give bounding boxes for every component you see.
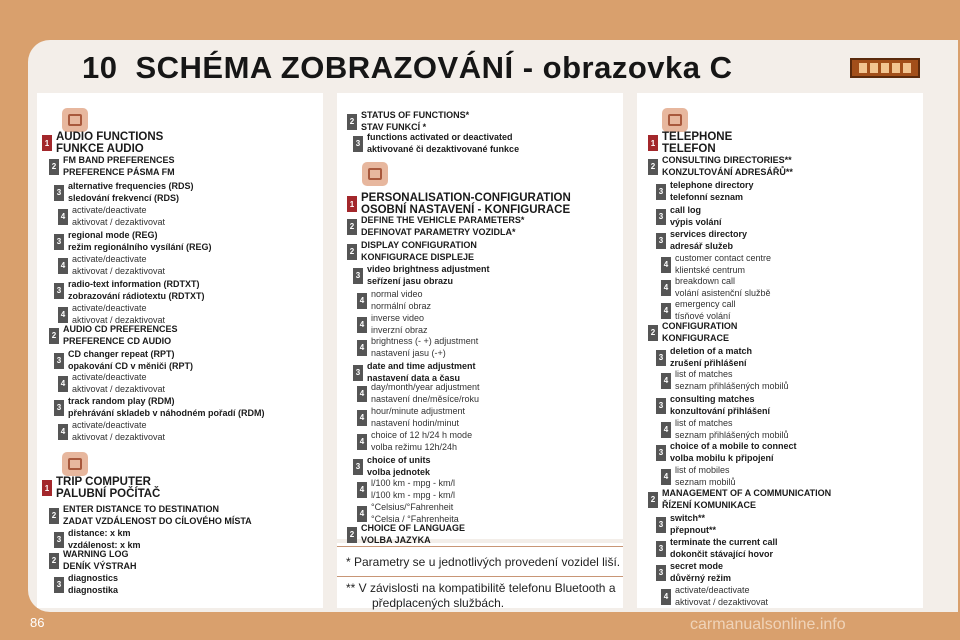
menu-item-line: hour/minute adjustment	[371, 406, 466, 416]
menu-item-line: video brightness adjustment	[367, 264, 490, 274]
menu-item-line: konzultování přihlášení	[670, 405, 771, 416]
level-badge: 4	[357, 317, 367, 333]
menu-item-line: zobrazování rádiotextu (RDTXT)	[68, 290, 205, 301]
menu-item-line: PERSONALISATION-CONFIGURATION	[361, 192, 571, 204]
menu-item-line: AUDIO FUNCTIONS	[56, 131, 164, 143]
level-badge: 3	[353, 459, 363, 475]
menu-item-line: ENTER DISTANCE TO DESTINATION	[63, 504, 220, 514]
menu-item-line: KONFIGURACE	[662, 332, 729, 343]
menu-item-label	[72, 303, 165, 326]
menu-item-line: consulting matches	[670, 394, 755, 404]
menu-item-label	[367, 264, 490, 287]
menu-item-line: CHOICE OF LANGUAGE	[361, 523, 466, 533]
level-badge: 2	[648, 325, 658, 341]
level-badge: 2	[49, 508, 59, 524]
menu-item-label	[63, 155, 175, 178]
menu-item-label	[63, 504, 252, 527]
level-badge: 4	[357, 293, 367, 309]
menu-item-line: tísňové volání	[675, 310, 731, 321]
menu-item-label	[361, 192, 571, 216]
level-badge: 2	[347, 114, 357, 130]
level-badge: 4	[357, 410, 367, 426]
menu-item-line: STAV FUNKCÍ *	[361, 121, 427, 132]
menu-item-line: alternative frequencies (RDS)	[68, 181, 194, 191]
menu-item-label	[68, 181, 194, 204]
footnote-divider	[337, 576, 623, 577]
menu-item-line: PREFERENCE PÁSMA FM	[63, 166, 175, 177]
menu-item-line: opakování CD v měniči (RPT)	[68, 360, 194, 371]
menu-item-label	[63, 324, 178, 347]
menu-item-line: aktivované či dezaktivované funkce	[367, 143, 520, 154]
personalisation-icon	[362, 162, 388, 186]
left-menu-item-level-3	[54, 181, 194, 204]
left-menu-item-level-3	[54, 349, 193, 372]
menu-item-label	[72, 372, 165, 395]
menu-item-line: nastavení dne/měsíce/roku	[371, 393, 480, 404]
level-badge: 3	[54, 400, 64, 416]
menu-item-line: TELEPHONE	[662, 131, 733, 143]
level-badge: 2	[648, 492, 658, 508]
menu-item-line: aktivovat / dezaktivovat	[72, 216, 166, 227]
level-badge: 4	[661, 373, 671, 389]
menu-item-label	[670, 513, 716, 536]
chapter-title: SCHÉMA ZOBRAZOVÁNÍ - obrazovka C	[135, 50, 733, 85]
left-menu-item-level-3	[54, 396, 265, 419]
menu-item-line: secret mode	[670, 561, 724, 571]
menu-item-label	[670, 180, 754, 203]
menu-item-line: dokončit stávající hovor	[670, 548, 774, 559]
menu-item-line: DEFINOVAT PARAMETRY VOZIDLA*	[361, 226, 516, 237]
middle-menu-item-level-3	[353, 361, 476, 384]
left-menu-item-level-4	[58, 372, 165, 395]
menu-item-label	[361, 523, 465, 546]
menu-item-line: klientské centrum	[675, 264, 746, 275]
level-badge: 3	[656, 517, 666, 533]
menu-item-line: aktivovat / dezaktivovat	[72, 265, 166, 276]
menu-item-line: OSOBNÍ NASTAVENÍ - KONFIGURACE	[361, 204, 571, 216]
menu-item-line: CD changer repeat (RPT)	[68, 349, 175, 359]
level-badge: 2	[49, 159, 59, 175]
menu-item-line: PREFERENCE CD AUDIO	[63, 335, 172, 346]
menu-item-line: date and time adjustment	[367, 361, 476, 371]
menu-item-line: l/100 km - mpg - km/l	[371, 489, 456, 500]
menu-item-line: nastavení data a času	[367, 372, 461, 383]
menu-item-line: nastavení jasu (-+)	[371, 347, 446, 358]
level-badge: 3	[656, 445, 666, 461]
menu-item-line: choice of units	[367, 455, 431, 465]
menu-item-line: switch**	[670, 513, 706, 523]
page-title	[82, 50, 733, 86]
menu-item-line: l/100 km - mpg - km/l	[371, 478, 456, 488]
menu-item-label	[675, 369, 789, 392]
middle-menu-item-level-2	[347, 110, 469, 133]
middle-menu-item-level-4	[357, 478, 455, 501]
menu-item-line: diagnostika	[68, 584, 119, 595]
level-badge: 3	[656, 565, 666, 581]
menu-item-line: MANAGEMENT OF A COMMUNICATION	[662, 488, 832, 498]
right-menu-item-level-1	[648, 131, 732, 155]
menu-item-line: DEFINE THE VEHICLE PARAMETERS*	[361, 215, 525, 225]
menu-item-label	[361, 240, 477, 263]
menu-item-label	[371, 502, 459, 525]
menu-item-label	[670, 229, 747, 252]
level-badge: 4	[58, 376, 68, 392]
menu-item-line: track random play (RDM)	[68, 396, 175, 406]
right-menu-item-level-3	[656, 180, 754, 203]
menu-item-line: °Celsius/°Fahrenheit	[371, 502, 454, 512]
menu-item-line: seznam mobilů	[675, 476, 736, 487]
menu-item-line: VOLBA JAZYKA	[361, 534, 431, 545]
right-menu-item-level-2	[648, 321, 737, 344]
footnote-divider	[337, 546, 623, 547]
middle-menu-item-level-4	[357, 289, 431, 312]
menu-item-line: list of mobiles	[675, 465, 730, 475]
menu-item-line: activate/deactivate	[675, 585, 750, 595]
menu-item-label	[675, 465, 736, 488]
menu-item-label	[675, 276, 771, 299]
menu-item-label	[670, 346, 752, 369]
menu-item-label	[72, 420, 165, 443]
menu-item-line: zrušení přihlášení	[670, 357, 747, 368]
menu-item-label	[72, 254, 165, 277]
menu-item-line: inverse video	[371, 313, 425, 323]
middle-menu-item-level-4	[357, 336, 478, 359]
level-badge: 4	[661, 469, 671, 485]
menu-item-line: day/month/year adjustment	[371, 382, 480, 392]
menu-item-line: functions activated or deactivated	[367, 132, 513, 142]
menu-item-line: activate/deactivate	[72, 205, 147, 215]
level-badge: 3	[54, 185, 64, 201]
right-menu-item-level-4	[661, 299, 736, 322]
right-menu-item-level-2	[648, 488, 831, 511]
level-badge: 4	[357, 340, 367, 356]
level-badge: 3	[54, 283, 64, 299]
menu-item-line: distance: x km	[68, 528, 131, 538]
menu-item-label	[68, 230, 212, 253]
menu-item-line: aktivovat / dezaktivovat	[72, 314, 166, 325]
menu-item-line: ZADAT VZDÁLENOST DO CÍLOVÉHO MÍSTA	[63, 515, 252, 526]
level-badge: 3	[54, 234, 64, 250]
level-badge: 2	[49, 328, 59, 344]
menu-item-label	[662, 321, 737, 344]
middle-menu-item-level-4	[357, 313, 428, 336]
menu-item-line: volba režimu 12h/24h	[371, 441, 458, 452]
menu-item-line: volba jednotek	[367, 466, 431, 477]
right-menu-item-level-3	[656, 394, 770, 417]
menu-item-line: terminate the current call	[670, 537, 778, 547]
chapter-number: 10	[82, 50, 118, 85]
menu-item-line: activate/deactivate	[72, 303, 147, 313]
middle-menu-item-level-2	[347, 523, 465, 546]
menu-item-line: režim regionálního vysílání (REG)	[68, 241, 212, 252]
menu-item-line: activate/deactivate	[72, 420, 147, 430]
menu-item-label	[72, 205, 165, 228]
menu-item-label	[662, 488, 831, 511]
level-badge: 2	[648, 159, 658, 175]
menu-item-line: breakdown call	[675, 276, 736, 286]
left-menu-item-level-4	[58, 420, 165, 443]
level-badge: 4	[357, 386, 367, 402]
level-badge: 4	[357, 482, 367, 498]
level-badge: 3	[353, 268, 363, 284]
menu-item-line: normální obraz	[371, 300, 432, 311]
left-menu-item-level-2	[49, 504, 252, 527]
middle-menu-item-level-1	[347, 192, 571, 216]
level-badge: 3	[656, 209, 666, 225]
menu-item-label	[68, 279, 205, 302]
menu-item-line: telephone directory	[670, 180, 754, 190]
menu-item-line: diagnostics	[68, 573, 119, 583]
menu-item-line: volání asistenční službě	[675, 287, 771, 298]
menu-item-line: ŘÍZENÍ KOMUNIKACE	[662, 499, 756, 510]
middle-menu-item-level-4	[357, 382, 480, 405]
telephone-icon	[662, 108, 688, 132]
level-badge: 4	[661, 589, 671, 605]
menu-item-line: services directory	[670, 229, 748, 239]
menu-item-line: telefonní seznam	[670, 191, 744, 202]
level-badge: 1	[42, 135, 52, 151]
menu-item-line: normal video	[371, 289, 423, 299]
middle-menu-item-level-4	[357, 406, 465, 429]
menu-item-line: WARNING LOG	[63, 549, 129, 559]
menu-item-label	[371, 336, 478, 359]
menu-item-line: choice of a mobile to connect	[670, 441, 797, 451]
middle-menu-item-level-4	[357, 502, 459, 525]
menu-item-line: activate/deactivate	[72, 372, 147, 382]
level-badge: 3	[656, 233, 666, 249]
menu-item-line: KONFIGURACE DISPLEJE	[361, 251, 475, 262]
level-badge: 3	[656, 541, 666, 557]
menu-item-label	[670, 394, 770, 417]
menu-item-line: activate/deactivate	[72, 254, 147, 264]
menu-item-line: °Celsia / °Fahrenheita	[371, 513, 459, 524]
menu-item-label	[371, 430, 472, 453]
menu-item-line: seznam přihlášených mobilů	[675, 429, 789, 440]
chapter-tab-icon	[850, 58, 920, 78]
left-menu-item-level-4	[58, 254, 165, 277]
right-menu-item-level-3	[656, 513, 716, 536]
menu-item-line: deletion of a match	[670, 346, 753, 356]
menu-item-line: call log	[670, 205, 702, 215]
audio-icon	[62, 108, 88, 132]
menu-item-line: aktivovat / dezaktivovat	[72, 383, 166, 394]
menu-item-line: inverzní obraz	[371, 324, 428, 335]
menu-item-line: výpis volání	[670, 216, 722, 227]
right-menu-item-level-3	[656, 229, 747, 252]
menu-item-line: list of matches	[675, 369, 733, 379]
level-badge: 4	[58, 258, 68, 274]
menu-item-line: FUNKCE AUDIO	[56, 143, 144, 155]
menu-item-label	[675, 418, 789, 441]
menu-item-label	[371, 478, 455, 501]
level-badge: 4	[58, 424, 68, 440]
level-badge: 3	[353, 136, 363, 152]
level-badge: 4	[58, 307, 68, 323]
menu-item-label	[367, 132, 519, 155]
footnote-double-star: ** V závislosti na kompatibilitě telefonu Bluetooth a	[346, 581, 616, 595]
middle-menu-item-level-3	[353, 132, 519, 155]
left-menu-item-level-4	[58, 303, 165, 326]
right-menu-item-level-3	[656, 561, 731, 584]
watermark: carmanualsonline.info	[690, 616, 846, 633]
level-badge: 3	[656, 184, 666, 200]
level-badge: 4	[357, 506, 367, 522]
menu-item-line: FM BAND PREFERENCES	[63, 155, 175, 165]
menu-item-line: aktivovat / dezaktivovat	[72, 431, 166, 442]
menu-item-line: nastavení hodin/minut	[371, 417, 460, 428]
menu-item-label	[361, 215, 524, 238]
level-badge: 3	[656, 350, 666, 366]
menu-item-label	[68, 349, 193, 372]
left-menu-item-level-2	[49, 155, 175, 178]
level-badge: 2	[347, 527, 357, 543]
menu-item-line: AUDIO CD PREFERENCES	[63, 324, 178, 334]
left-menu-item-level-3	[54, 528, 141, 551]
menu-item-label	[675, 299, 736, 322]
menu-item-line: STATUS OF FUNCTIONS*	[361, 110, 470, 120]
right-menu-item-level-3	[656, 205, 722, 228]
level-badge: 2	[347, 219, 357, 235]
level-badge: 4	[661, 257, 671, 273]
menu-item-line: adresář služeb	[670, 240, 734, 251]
menu-item-line: PALUBNÍ POČÍTAČ	[56, 488, 161, 500]
menu-item-line: list of matches	[675, 418, 733, 428]
menu-item-label	[68, 573, 118, 596]
menu-item-line: TRIP COMPUTER	[56, 476, 151, 488]
menu-item-line: aktivovat / dezaktivovat	[675, 596, 769, 607]
menu-item-label	[367, 361, 476, 384]
level-badge: 1	[347, 196, 357, 212]
level-badge: 3	[54, 577, 64, 593]
menu-item-label	[670, 561, 731, 584]
menu-item-label	[56, 131, 163, 155]
level-badge: 2	[347, 244, 357, 260]
menu-item-line: TELEFON	[662, 143, 716, 155]
menu-item-label	[662, 155, 793, 178]
level-badge: 4	[58, 209, 68, 225]
menu-item-label	[371, 382, 480, 405]
level-badge: 3	[54, 353, 64, 369]
menu-item-line: brightness (- +) adjustment	[371, 336, 479, 346]
menu-item-line: KONZULTOVÁNÍ ADRESÁŘŮ**	[662, 166, 793, 177]
menu-item-line: sledování frekvencí (RDS)	[68, 192, 180, 203]
menu-item-line: radio-text information (RDTXT)	[68, 279, 200, 289]
menu-item-label	[675, 253, 771, 276]
menu-item-label	[361, 110, 469, 133]
level-badge: 3	[656, 398, 666, 414]
menu-item-line: DENÍK VÝSTRAH	[63, 560, 137, 571]
level-badge: 1	[42, 480, 52, 496]
footnote-double-star-cont: předplacených službách.	[372, 596, 505, 610]
middle-menu-item-level-2	[347, 240, 477, 263]
menu-item-line: seřízení jasu obrazu	[367, 275, 454, 286]
right-menu-item-level-4	[661, 253, 771, 276]
right-menu-item-level-2	[648, 155, 793, 178]
menu-item-label	[670, 537, 778, 560]
left-menu-item-level-3	[54, 230, 212, 253]
right-menu-item-level-3	[656, 346, 752, 369]
menu-item-label	[670, 441, 797, 464]
menu-item-label	[56, 476, 160, 500]
menu-item-line: DISPLAY CONFIGURATION	[361, 240, 477, 250]
menu-item-label	[675, 585, 768, 608]
menu-item-label	[371, 406, 465, 429]
menu-item-line: seznam přihlášených mobilů	[675, 380, 789, 391]
menu-item-label	[371, 313, 428, 336]
menu-item-label	[367, 455, 431, 478]
right-menu-item-level-4	[661, 276, 771, 299]
menu-item-label	[670, 205, 722, 228]
menu-item-line: přehrávání skladeb v náhodném pořadí (RDM)	[68, 407, 265, 418]
middle-menu-item-level-3	[353, 455, 431, 478]
middle-menu-item-level-3	[353, 264, 490, 287]
menu-item-label	[68, 528, 141, 551]
left-menu-item-level-4	[58, 205, 165, 228]
right-menu-item-level-4	[661, 418, 789, 441]
level-badge: 3	[353, 365, 363, 381]
level-badge: 1	[648, 135, 658, 151]
menu-item-line: CONFIGURATION	[662, 321, 738, 331]
left-menu-item-level-2	[49, 324, 178, 347]
left-menu-item-level-3	[54, 573, 118, 596]
right-menu-item-level-4	[661, 465, 736, 488]
left-menu-item-level-3	[54, 279, 205, 302]
menu-item-line: vzdálenost: x km	[68, 539, 141, 550]
middle-menu-item-level-4	[357, 430, 472, 453]
level-badge: 4	[661, 280, 671, 296]
menu-item-line: emergency call	[675, 299, 736, 309]
right-menu-item-level-3	[656, 441, 797, 464]
level-badge: 4	[661, 303, 671, 319]
menu-item-line: volba mobilu k připojení	[670, 452, 774, 463]
menu-item-line: přepnout**	[670, 524, 716, 535]
footnote-star: * Parametry se u jednotlivých provedení vozidel liší.	[346, 555, 621, 569]
right-menu-item-level-4	[661, 585, 768, 608]
middle-menu-item-level-2	[347, 215, 524, 238]
menu-item-label	[63, 549, 137, 572]
left-menu-item-level-1	[42, 476, 160, 500]
menu-item-line: customer contact centre	[675, 253, 772, 263]
page-number: 86	[30, 615, 45, 630]
menu-item-label	[662, 131, 732, 155]
left-menu-item-level-2	[49, 549, 137, 572]
left-menu-item-level-1	[42, 131, 163, 155]
level-badge: 2	[49, 553, 59, 569]
level-badge: 3	[54, 532, 64, 548]
right-menu-item-level-3	[656, 537, 778, 560]
menu-item-label	[371, 289, 431, 312]
menu-item-line: CONSULTING DIRECTORIES**	[662, 155, 792, 165]
level-badge: 4	[357, 434, 367, 450]
level-badge: 4	[661, 422, 671, 438]
menu-item-label	[68, 396, 265, 419]
menu-item-line: regional mode (REG)	[68, 230, 158, 240]
trip-computer-icon	[62, 452, 88, 476]
menu-item-line: choice of 12 h/24 h mode	[371, 430, 473, 440]
menu-item-line: důvěrný režim	[670, 572, 732, 583]
right-menu-item-level-4	[661, 369, 789, 392]
